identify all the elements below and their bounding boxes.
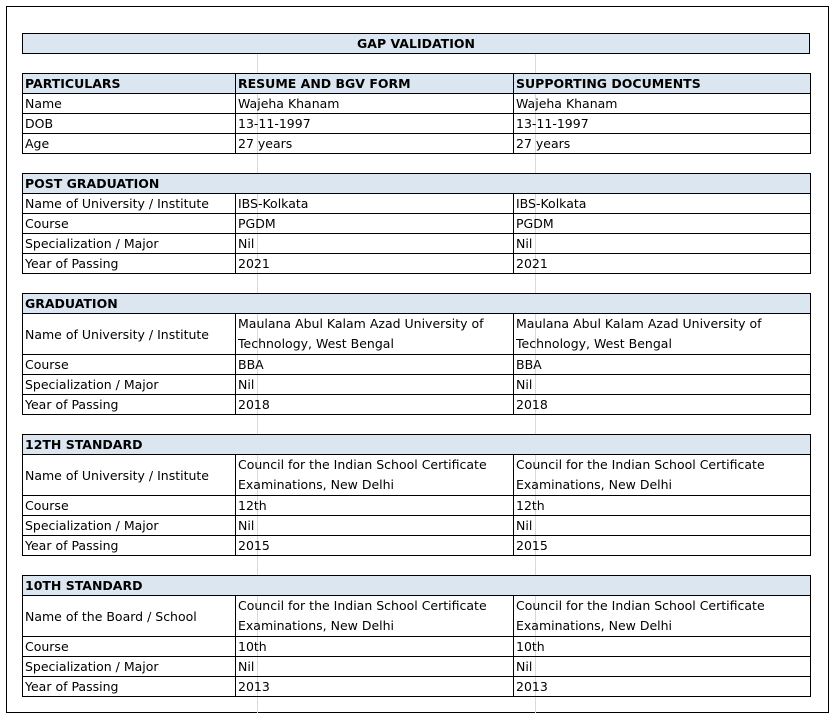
- resume-value: 2015: [236, 536, 514, 556]
- table-row: [23, 94, 811, 114]
- resume-value: 13-11-1997: [236, 114, 514, 134]
- header-particulars: PARTICULARS: [23, 74, 236, 94]
- graduation-table: [22, 293, 811, 415]
- row-label: Specialization / Major: [23, 657, 236, 677]
- resume-value: 2021: [236, 254, 514, 274]
- table-row: [23, 314, 811, 355]
- table-row: [23, 596, 811, 637]
- table-row: [23, 355, 811, 375]
- header-supporting-docs: SUPPORTING DOCUMENTS: [514, 74, 811, 94]
- table-row: [23, 496, 811, 516]
- resume-value: 2013: [236, 677, 514, 697]
- docs-value: IBS-Kolkata: [514, 194, 811, 214]
- docs-value: PGDM: [514, 214, 811, 234]
- row-label: Specialization / Major: [23, 375, 236, 395]
- docs-value: 27 years: [514, 134, 811, 154]
- section-title: POST GRADUATION: [23, 174, 811, 194]
- docs-value: 13-11-1997: [514, 114, 811, 134]
- row-label: Specialization / Major: [23, 234, 236, 254]
- docs-value: Council for the Indian School Certificate Examinations, New Delhi: [514, 455, 811, 496]
- row-label: DOB: [23, 114, 236, 134]
- table-row: [23, 516, 811, 536]
- row-label: Course: [23, 355, 236, 375]
- row-label: Name of the Board / School: [23, 596, 236, 637]
- section-header-row: [23, 294, 811, 314]
- row-label: Age: [23, 134, 236, 154]
- table-row: [23, 395, 811, 415]
- row-label: Name of University / Institute: [23, 194, 236, 214]
- section-header-row: [23, 174, 811, 194]
- docs-value: Wajeha Khanam: [514, 94, 811, 114]
- docs-value: 2013: [514, 677, 811, 697]
- resume-value: 2018: [236, 395, 514, 415]
- table-row: [23, 214, 811, 234]
- docs-value: BBA: [514, 355, 811, 375]
- table-row: [23, 637, 811, 657]
- resume-value: Nil: [236, 657, 514, 677]
- docs-value: 2015: [514, 536, 811, 556]
- resume-value: 12th: [236, 496, 514, 516]
- table-row: [23, 375, 811, 395]
- section-title: 10TH STANDARD: [23, 576, 811, 596]
- row-label: Course: [23, 637, 236, 657]
- resume-value: Nil: [236, 234, 514, 254]
- table-row: [23, 114, 811, 134]
- table-row: [23, 234, 811, 254]
- section-header-row: [23, 576, 811, 596]
- personal-table: [22, 73, 811, 154]
- resume-value: BBA: [236, 355, 514, 375]
- row-label: Year of Passing: [23, 536, 236, 556]
- row-label: Year of Passing: [23, 254, 236, 274]
- section-title: GRADUATION: [23, 294, 811, 314]
- table-row: [23, 657, 811, 677]
- section-title: 12TH STANDARD: [23, 435, 811, 455]
- resume-value: 10th: [236, 637, 514, 657]
- section-header-row: [23, 435, 811, 455]
- table-row: [23, 254, 811, 274]
- resume-value: Nil: [236, 516, 514, 536]
- row-label: Name of University / Institute: [23, 455, 236, 496]
- table-row: [23, 194, 811, 214]
- docs-value: 10th: [514, 637, 811, 657]
- row-label: Year of Passing: [23, 395, 236, 415]
- docs-value: Nil: [514, 516, 811, 536]
- resume-value: PGDM: [236, 214, 514, 234]
- resume-value: Council for the Indian School Certificate Examinations, New Delhi: [236, 596, 514, 637]
- table-row: [23, 677, 811, 697]
- docs-value: 2018: [514, 395, 811, 415]
- row-label: Name: [23, 94, 236, 114]
- post-graduation-table: [22, 173, 811, 274]
- row-label: Specialization / Major: [23, 516, 236, 536]
- std12-table: [22, 434, 811, 556]
- row-label: Course: [23, 496, 236, 516]
- table-row: [23, 536, 811, 556]
- table-row: [23, 455, 811, 496]
- resume-value: 27 years: [236, 134, 514, 154]
- row-label: Year of Passing: [23, 677, 236, 697]
- resume-value: Nil: [236, 375, 514, 395]
- docs-value: Council for the Indian School Certificate Examinations, New Delhi: [514, 596, 811, 637]
- docs-value: Nil: [514, 234, 811, 254]
- sheet-title: GAP VALIDATION: [22, 33, 810, 54]
- header-row: [23, 74, 811, 94]
- resume-value: Council for the Indian School Certificate Examinations, New Delhi: [236, 455, 514, 496]
- docs-value: Nil: [514, 657, 811, 677]
- docs-value: Maulana Abul Kalam Azad University of Technology, West Bengal: [514, 314, 811, 355]
- resume-value: Maulana Abul Kalam Azad University of Technology, West Bengal: [236, 314, 514, 355]
- row-label: Course: [23, 214, 236, 234]
- docs-value: 12th: [514, 496, 811, 516]
- row-label: Name of University / Institute: [23, 314, 236, 355]
- resume-value: IBS-Kolkata: [236, 194, 514, 214]
- std10-table: [22, 575, 811, 697]
- resume-value: Wajeha Khanam: [236, 94, 514, 114]
- docs-value: 2021: [514, 254, 811, 274]
- header-resume: RESUME AND BGV FORM: [236, 74, 514, 94]
- docs-value: Nil: [514, 375, 811, 395]
- table-row: [23, 134, 811, 154]
